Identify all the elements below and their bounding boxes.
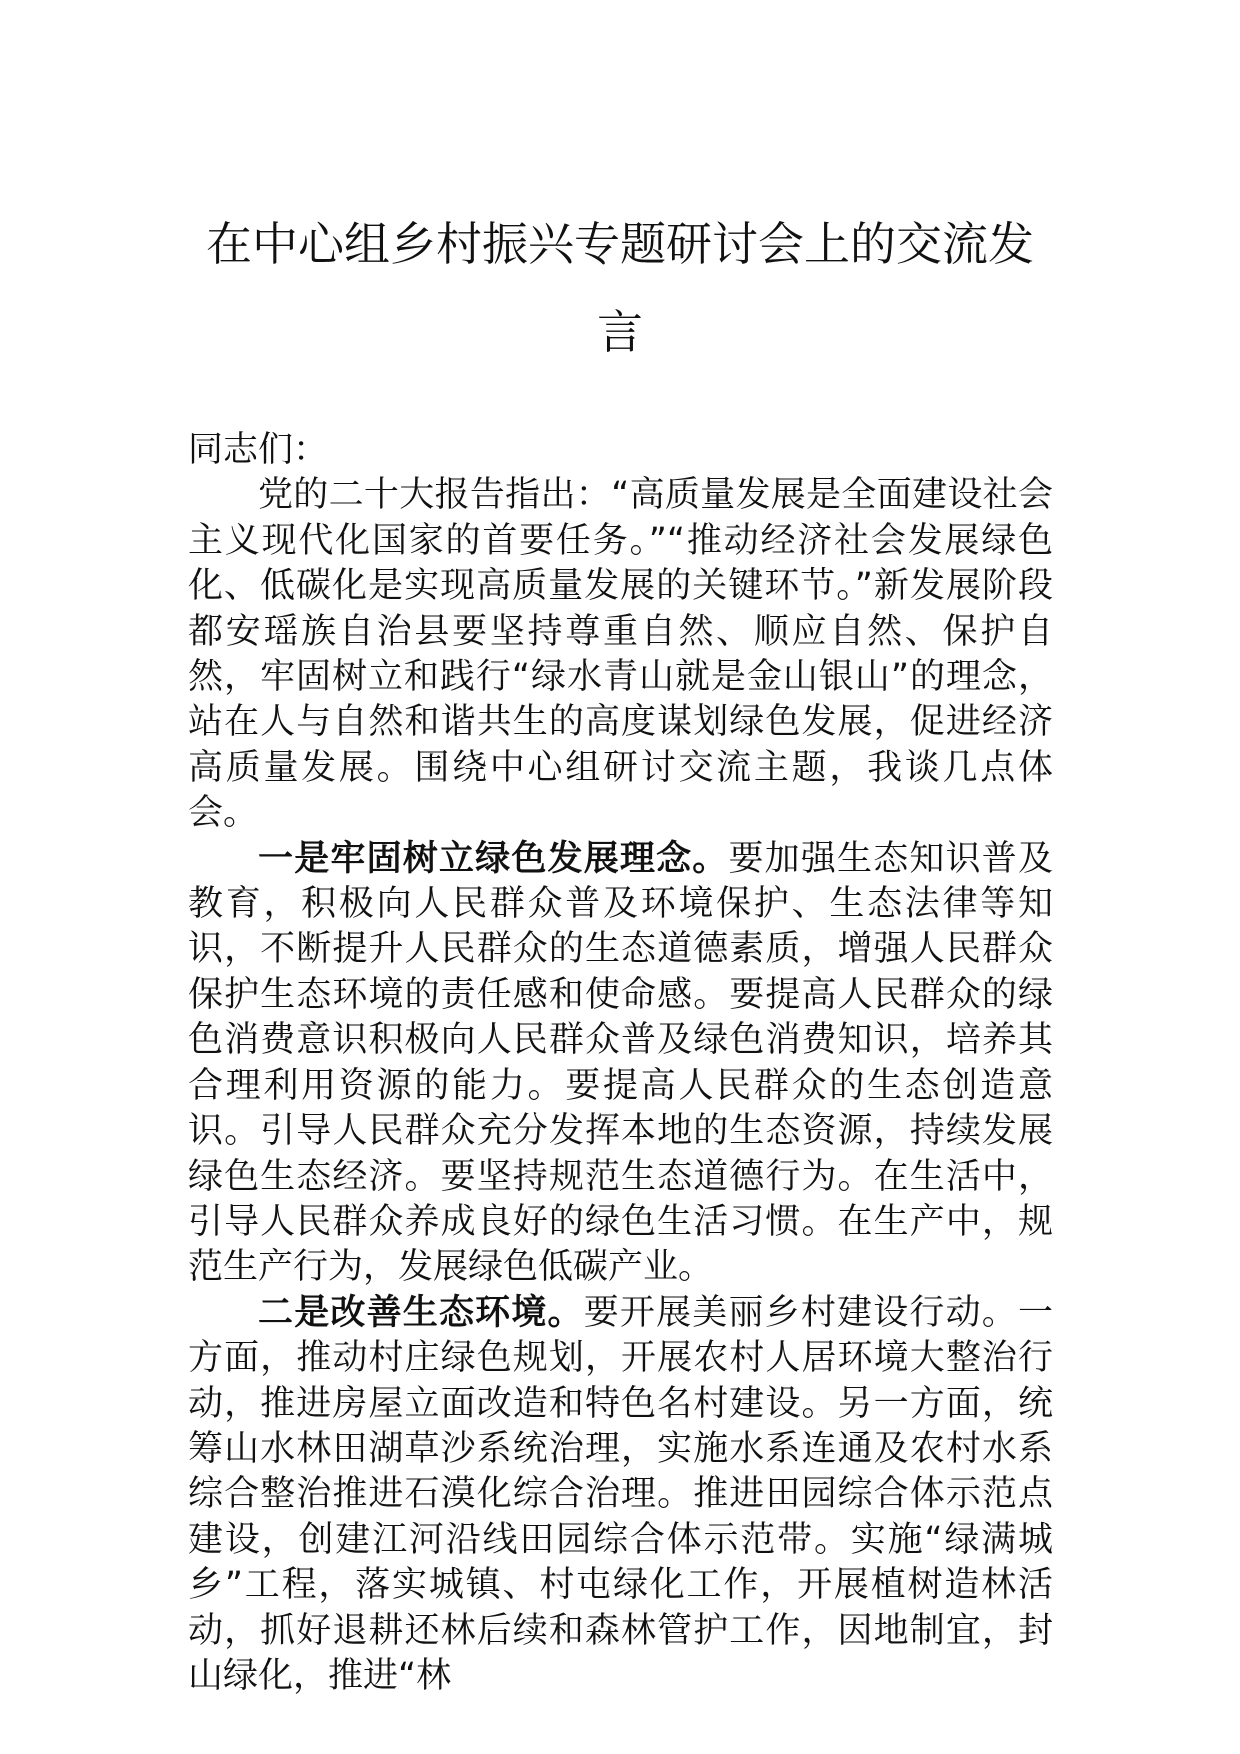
paragraph-green-concept-text: 要加强生态知识普及教育，积极向人民群众普及环境保护、生态法律等知识，不断提升人民群众的生态道德素质，增强人民群众保护生态环境的责任感和使命感。要提高人民群众的绿色消费意识积极向人民群众普及绿色消费知识，培养其合理利用资源的能力。要提高人民群众的生态创造意识。引导人民群众充分发挥本地的生态资源，持续发展绿色生态经济。要坚持规范生态道德行为。在生活中，引导人民群众养成良好的绿色生活习惯。在生产中，规范生产行为，发展绿色低碳产业。 — [188, 838, 1053, 1288]
document-body — [188, 428, 1053, 1699]
paragraph-ecology-text: 要开展美丽乡村建设行动。一方面，推动村庄绿色规划，开展农村人居环境大整治行动，推进房屋立面改造和特色名村建设。另一方面，统筹山水林田湖草沙系统治理，实施水系连通及农村水系综合整治推进石漠化综合治理。推进田园综合体示范点建设，创建江河沿线田园综合体示范带。实施“绿满城乡”工程，落实城镇、村屯绿化工作，开展植树造林活动，抓好退耕还林后续和森林管护工作，因地制宜，封山绿化，推进“林 — [188, 1292, 1053, 1696]
document-title: 在中心组乡村振兴专题研讨会上的交流发言 — [206, 217, 1034, 359]
paragraph-intro-text: 党的二十大报告指出：“高质量发展是全面建设社会主义现代化国家的首要任务。”“推动经济社会发展绿色化、低碳化是实现高质量发展的关键环节。”新发展阶段都安瑶族自治县要坚持尊重自然、顺应自然、保护自然，牢固树立和践行“绿水青山就是金山银山”的理念，站在人与自然和谐共生的高度谋划绿色发展，促进经济高质量发展。围绕中心组研讨交流主题，我谈几点体会。 — [188, 475, 1053, 834]
paragraph-green-concept — [188, 837, 1053, 1291]
paragraph-green-concept-lead: 一是牢固树立绿色发展理念。 — [258, 838, 729, 879]
paragraph-ecology-lead: 二是改善生态环境。 — [258, 1292, 584, 1333]
salutation: 同志们： — [188, 430, 329, 470]
paragraph-intro — [188, 473, 1053, 836]
paragraph-ecology — [188, 1291, 1053, 1700]
